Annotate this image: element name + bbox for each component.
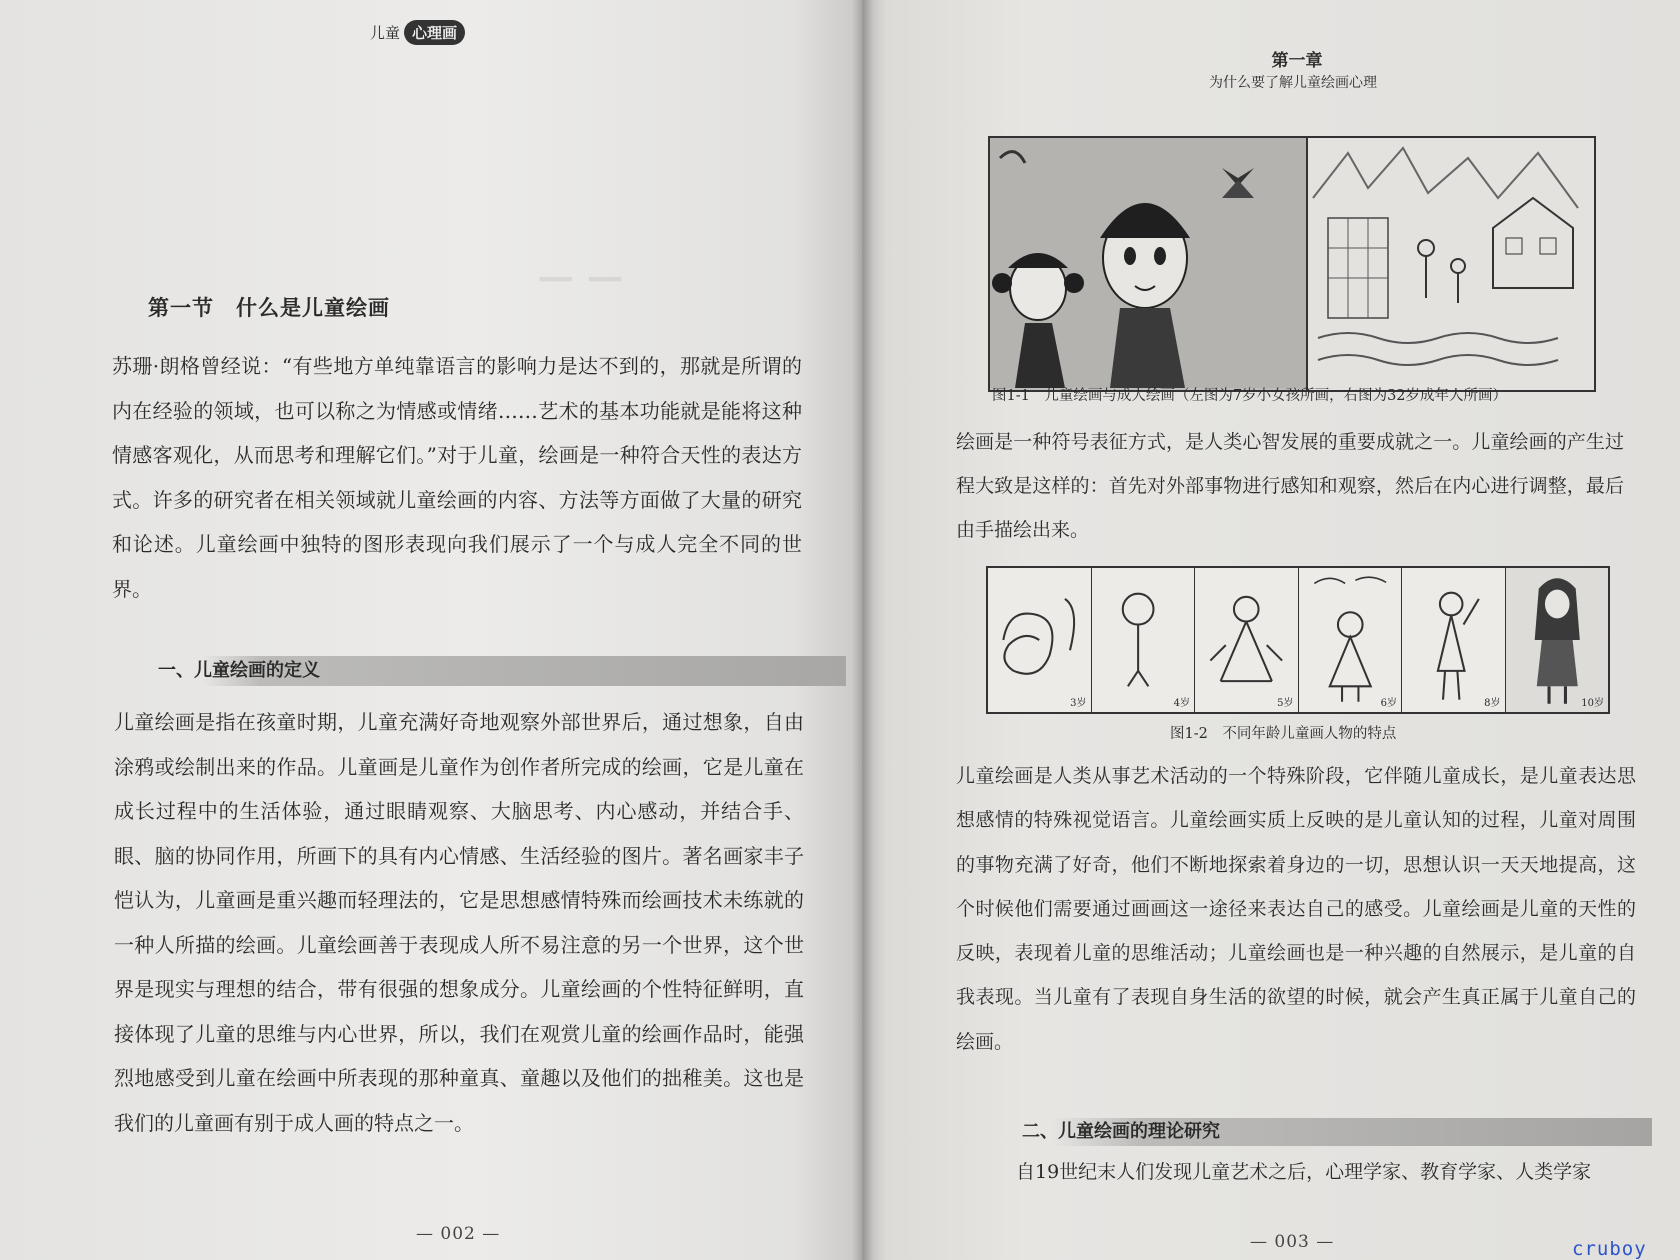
adult-drawing-image xyxy=(1308,138,1594,390)
stick-figure-drawing xyxy=(1195,568,1298,712)
age-drawing-10 xyxy=(1506,568,1609,712)
age-label: 8岁 xyxy=(1484,698,1501,709)
show-through-ghost: ─ ─ xyxy=(540,250,621,310)
figure-1-2 xyxy=(986,566,1610,714)
age-label: 6岁 xyxy=(1380,698,1397,709)
special-stage-paragraph: 儿童绘画是人类从事艺术活动的一个特殊阶段，它伴随儿童成长，是儿童表达思想感情的特殊视觉语言。儿童绘画实质上反映的是儿童认知的过程，儿童对周围的事物充满了好奇，他们不断地探索着身边的一切，思想认识一天天地提高，这个时候他们需要通过画画这一途径来表达自己的感受。儿童绘画是儿童的天性的反映，表现着儿童的思维活动；儿童绘画也是一种兴趣的自然展示，是儿童的自我表现。当儿童有了表现自身生活的欲望的时候，就会产生真正属于儿童自己的绘画。 xyxy=(956,765,1636,1053)
age-drawing-8 xyxy=(1402,568,1506,712)
running-head-text: 儿童 xyxy=(370,24,401,42)
running-head xyxy=(370,20,465,45)
watermark: cruboy xyxy=(1572,1238,1647,1260)
dress-figure-drawing xyxy=(1299,568,1402,712)
age-drawing-4 xyxy=(1092,568,1196,712)
age-label: 5岁 xyxy=(1277,698,1294,709)
book-logo-badge: 心理画 xyxy=(404,20,465,45)
intro-paragraph: 苏珊·朗格曾经说：“有些地方单纯靠语言的影响力是达不到的，那就是所谓的内在经验的领域，也可以称之为情感或情绪……艺术的基本功能就是能将这种情感客观化，从而思考和理解它们。”对于儿童，绘画是一种符合天性的表达方式。许多的研究者在相关领域就儿童绘画的内容、方法等方面做了大量的研究和论述。儿童绘画中独特的图形表现向我们展示了一个与成人完全不同的世界。 xyxy=(112,354,802,601)
theory-paragraph: 自19世纪末人们发现儿童艺术之后，心理学家、教育学家、人类学家 xyxy=(1016,1161,1592,1183)
age-drawing-3 xyxy=(988,568,1092,712)
figure-1-2-caption: 图1-2 不同年龄儿童画人物的特点 xyxy=(1170,726,1397,742)
definition-paragraph: 儿童绘画是指在孩童时期，儿童充满好奇地观察外部世界后，通过想象，自由涂鸦或绘制出来的作品。儿童画是儿童作为创作者所完成的绘画，它是儿童在成长过程中的生活体验，通过眼睛观察、大脑思考、内心感动，并结合手、眼、脑的协同作用，所画下的具有内心情感、生活经验的图片。著名画家丰子恺认为，儿童画是重兴趣而轻理法的，它是思想感情特殊而绘画技术未练就的一种人所描的绘画。儿童绘画善于表现成人所不易注意的另一个世界，这个世界是现实与理想的结合，带有很强的想象成分。儿童绘画的个性特征鲜明，直接体现了儿童的思维与内心世界，所以，我们在观赏儿童的绘画作品时，能强烈地感受到儿童在绘画中所表现的那种童真、童趣以及他们的拙稚美。这也是我们的儿童画有别于成人画的特点之一。 xyxy=(114,710,804,1135)
subhead-definition: 一、儿童绘画的定义 xyxy=(114,656,846,686)
child-drawing-svg xyxy=(990,138,1306,388)
age-label: 10岁 xyxy=(1581,698,1604,709)
age-drawing-5 xyxy=(1195,568,1299,712)
child-drawing-image xyxy=(990,138,1308,390)
chapter-subtitle: 为什么要了解儿童绘画心理 xyxy=(1209,75,1377,91)
figure-1-1 xyxy=(988,136,1596,392)
book-gutter xyxy=(852,0,874,1260)
tadpole-figure-drawing xyxy=(1092,568,1195,712)
subhead-theory: 二、儿童绘画的理论研究 xyxy=(1014,1118,1652,1146)
age-drawing-6 xyxy=(1299,568,1403,712)
chapter-heading: 第一章 xyxy=(1271,51,1323,71)
adult-drawing-svg xyxy=(1308,138,1592,388)
page-number-right: — 003 — xyxy=(1250,1232,1335,1252)
detailed-girl-drawing xyxy=(1506,568,1609,712)
section-title: 第一节 什么是儿童绘画 xyxy=(148,296,390,320)
figure-1-1-caption: 图1-1 儿童绘画与成人绘画（左图为7岁小女孩所画，右图为32岁成年人所画） xyxy=(992,388,1508,404)
girl-figure-drawing xyxy=(1402,568,1505,712)
age-label: 4岁 xyxy=(1173,698,1190,709)
scribble-drawing xyxy=(988,568,1091,712)
page-number-left: — 002 — xyxy=(416,1224,501,1244)
symbol-paragraph: 绘画是一种符号表征方式，是人类心智发展的重要成就之一。儿童绘画的产生过程大致是这样的：首先对外部事物进行感知和观察，然后在内心进行调整，最后由手描绘出来。 xyxy=(956,431,1624,541)
age-label: 3岁 xyxy=(1070,698,1087,709)
